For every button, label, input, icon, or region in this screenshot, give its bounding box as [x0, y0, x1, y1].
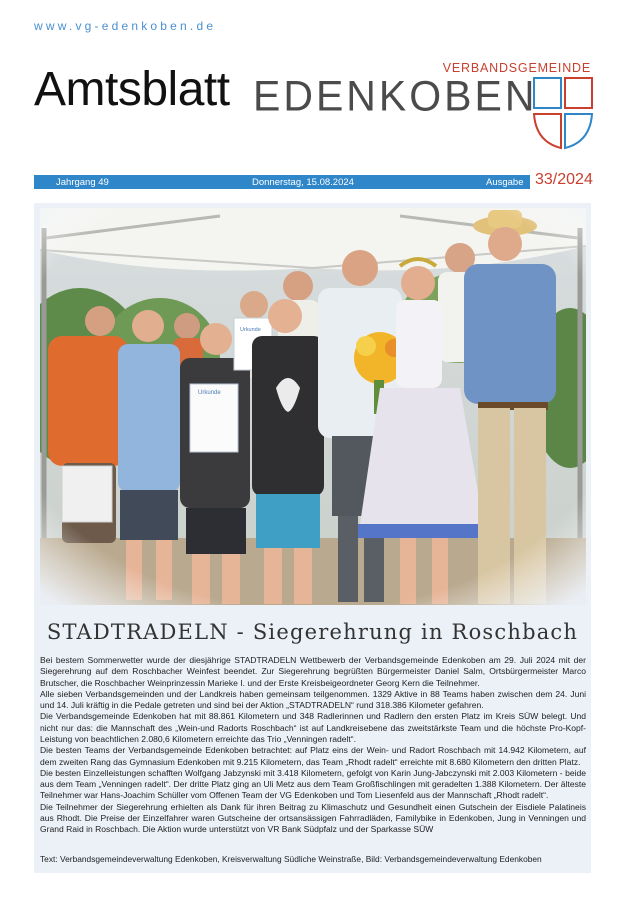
coat-of-arms-icon: [532, 76, 594, 150]
article-paragraph: Alle sieben Verbandsgemeinden und der Landkreis haben gemeinsam teilgenommen. 1329 Aktive in 88 Teams haben zwischen dem 24. Juni und 14. Juli kräftig in die Pedale getreten und sind bei der Aktion „STADTRADELN“ rund 318.386 Kilometer gefahren.: [40, 688, 586, 711]
article-body: [40, 655, 586, 836]
article-paragraph: Die besten Einzelleistungen schafften Wolfgang Jabzynski mit 3.418 Kilometern, gefolgt von Karin Jung-Jabczynski mit 2.003 Kilometern - beide aus dem Team „Venningen radelt“. Der dritte Platz ging an Uli Metz aus dem Team Großfischlingen mit geradelten 1.388 Kilometern. Der älteste Teilnehmer war Hans-Joachim Schüller vom Offenen Team der VG Edenkoben und Tom Liesenfeld aus der Mannschaft „Rhodt radelt“.: [40, 767, 586, 801]
municipality-type: VERBANDSGEMEINDE: [442, 61, 591, 75]
article-paragraph: Die besten Teams der Verbandsgemeinde Edenkoben betrachtet: auf Platz eins der Wein- und Radort Roschbach mit 14.942 Kilometern, auf dem zweiten Rang das Gymnasium Edenkoben mit 9.215 Kilometern, das Team „Rhodt radelt“ erreichte mit 8.680 Kilometern den dritten Platz.: [40, 745, 586, 767]
edition-number: 33/2024: [535, 171, 593, 188]
article-paragraph: Die Verbandsgemeinde Edenkoben hat mit 88.861 Kilometern und 348 Radlerinnen und Radlern den ersten Platz im Kreis SÜW belegt. Und nicht nur das: die Mannschaft des „Wein-und Radorts Roschbach“ ist auf Landkreisebene das zweitstärkste Team und die höchste Pro-Kopf-Leistung von beachtlichen 2.080,6 Kilometern erreichte das Trio „Venningen radelt“.: [40, 711, 586, 744]
municipality-name: EDENKOBEN: [253, 71, 538, 121]
website-url: www.vg-edenkoben.de: [34, 19, 217, 33]
article-paragraph: Die Teilnehmer der Siegerehrung erhielten als Dank für ihren Beitrag zu Klimaschutz und Gesundheit einen Gutschein der Eisdiele Palatineis aus Rhodt. Die Preise der Einzelfahrer waren Gutscheine der ortsansässigen Fahrradläden, Familybike in Edenkoben, Jung in Venningen und Grand Raid in Roschbach. Die Aktion wurde unterstützt von VR Bank Südpfalz und der Sparkasse SÜW: [40, 801, 586, 835]
issue-info-bar: [34, 175, 530, 189]
article-paragraph: Bei bestem Sommerwetter wurde der diesjährige STADTRADELN Wettbewerb der Verbandsgemeinde Edenkoben am 29. Juli 2024 mit der Siegerehrung auf dem Roschbacher Weinfest beendet. Zur Siegerehrung begrüßten Bürgermeister Daniel Salm, Ortsbürgermeister Marco Brutscher, die Roschbacher Weinprinzessin Marieke I. und der Erste Kreisbeigeordneter Georg Kern die Teilnehmer.: [40, 655, 586, 688]
award-ceremony-photo: [40, 208, 586, 605]
image-credit: Text: Verbandsgemeindeverwaltung Edenkoben, Kreisverwaltung Südliche Weinstraße, Bild: Verbandsgemeindeverwaltung Edenkoben: [40, 854, 542, 864]
edition-label: Ausgabe: [486, 176, 524, 188]
issue-date: Donnerstag, 15.08.2024: [252, 176, 354, 188]
masthead-title: Amtsblatt: [34, 63, 230, 116]
article-headline: STADTRADELN - Siegerehrung in Roschbach: [46, 620, 579, 644]
volume-label: Jahrgang 49: [56, 176, 109, 188]
